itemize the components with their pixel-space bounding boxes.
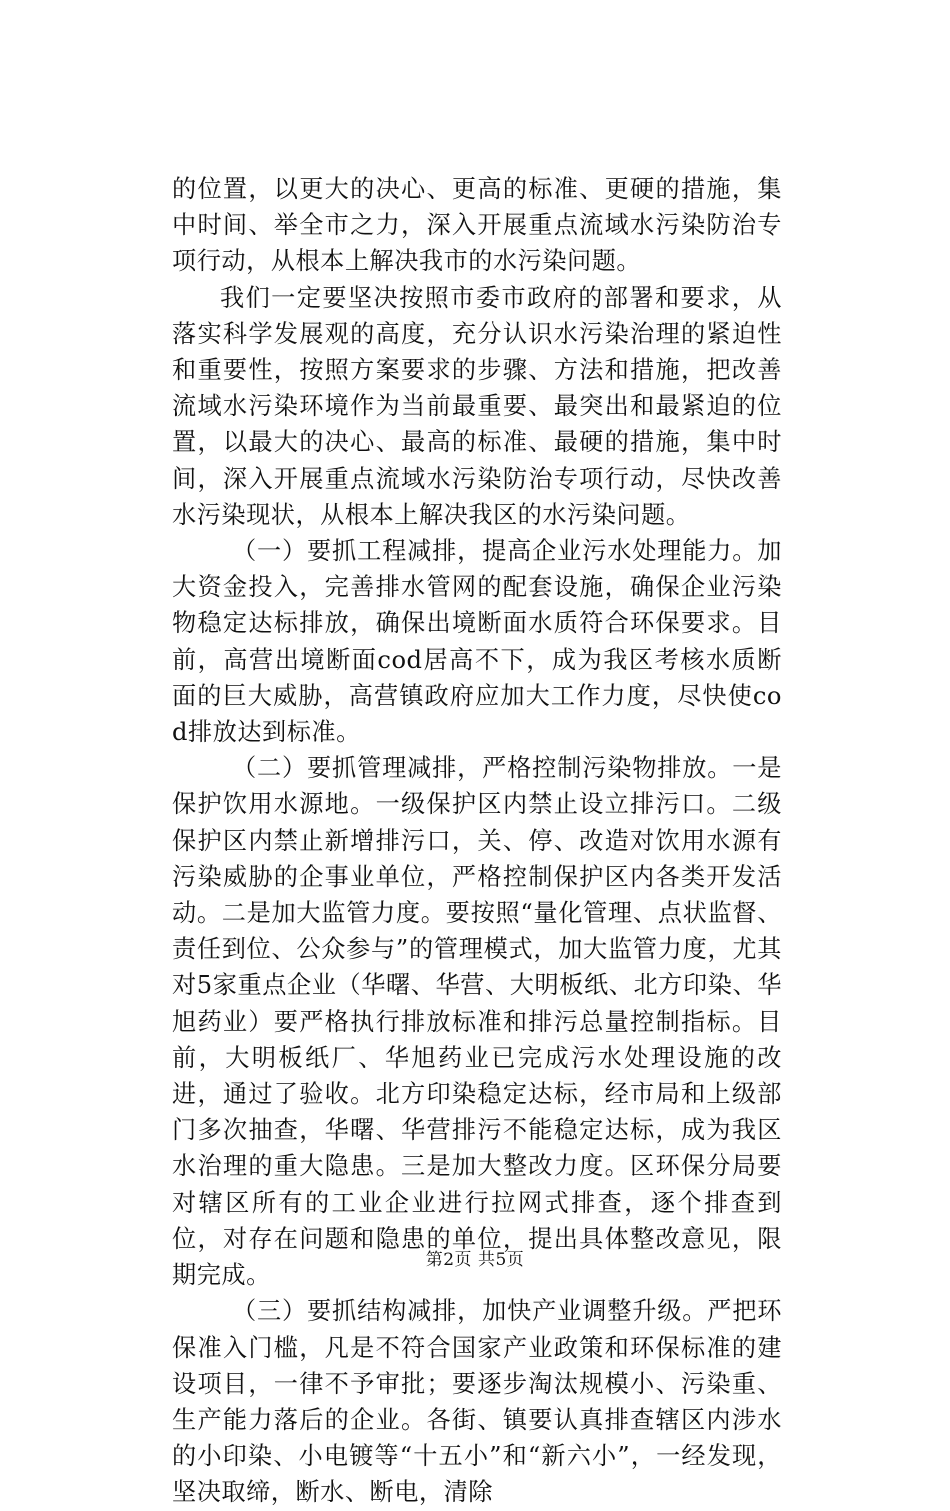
- paragraph-section-1: （一）要抓工程减排，提高企业污水处理能力。加大资金投入，完善排水管网的配套设施，确保企业污染物稳定达标排放，确保出境断面水质符合环保要求。目前，高营出境断面cod居高不下，成为我区考核水质断面的巨大威胁，高营镇政府应加大工作力度，尽快使cod排放达到标准。: [172, 537, 782, 747]
- page-number-footer: 第2页 共5页: [425, 1250, 525, 1270]
- paragraph-section-3: （三）要抓结构减排，加快产业调整升级。严把环保准入门槛，凡是不符合国家产业政策和环保标准的建设项目，一律不予审批；要逐步淘汰规模小、污染重、生产能力落后的企业。各街、镇要认真排查辖区内涉水的小印染、小电镀等“十五小”和“新六小”，一经发现，坚决取缔，断水、断电，清除: [172, 1297, 782, 1507]
- paragraph-continuation: 的位置，以更大的决心、更高的标准、更硬的措施，集中时间、举全市之力，深入开展重点流域水污染防治专项行动，从根本上解决我市的水污染问题。: [172, 175, 782, 276]
- document-body: [172, 171, 782, 1511]
- paragraph-intro: 我们一定要坚决按照市委市政府的部署和要求，从落实科学发展观的高度，充分认识水污染治理的紧迫性和重要性，按照方案要求的步骤、方法和措施，把改善流域水污染环境作为当前最重要、最突出和最紧迫的位置，以最大的决心、最高的标准、最硬的措施，集中时间，深入开展重点流域水污染防治专项行动，尽快改善水污染现状，从根本上解决我区的水污染问题。: [172, 283, 782, 529]
- paragraph-section-2: （二）要抓管理减排，严格控制污染物排放。一是保护饮用水源地。一级保护区内禁止设立排污口。二级保护区内禁止新增排污口，关、停、改造对饮用水源有污染威胁的企事业单位，严格控制保护区内各类开发活动。二是加大监管力度。要按照“量化管理、点状监督、责任到位、公众参与”的管理模式，加大监管力度，尤其对5家重点企业（华曙、华营、大明板纸、北方印染、华旭药业）要严格执行排放标准和排污总量控制指标。目前，大明板纸厂、华旭药业已完成污水处理设施的改进，通过了验收。北方印染稳定达标，经市局和上级部门多次抽查，华曙、华营排污不能稳定达标，成为我区水治理的重大隐患。三是加大整改力度。区环保分局要对辖区所有的工业企业进行拉网式排查，逐个排查到位，对存在问题和隐患的单位，提出具体整改意见，限期完成。: [172, 754, 782, 1290]
